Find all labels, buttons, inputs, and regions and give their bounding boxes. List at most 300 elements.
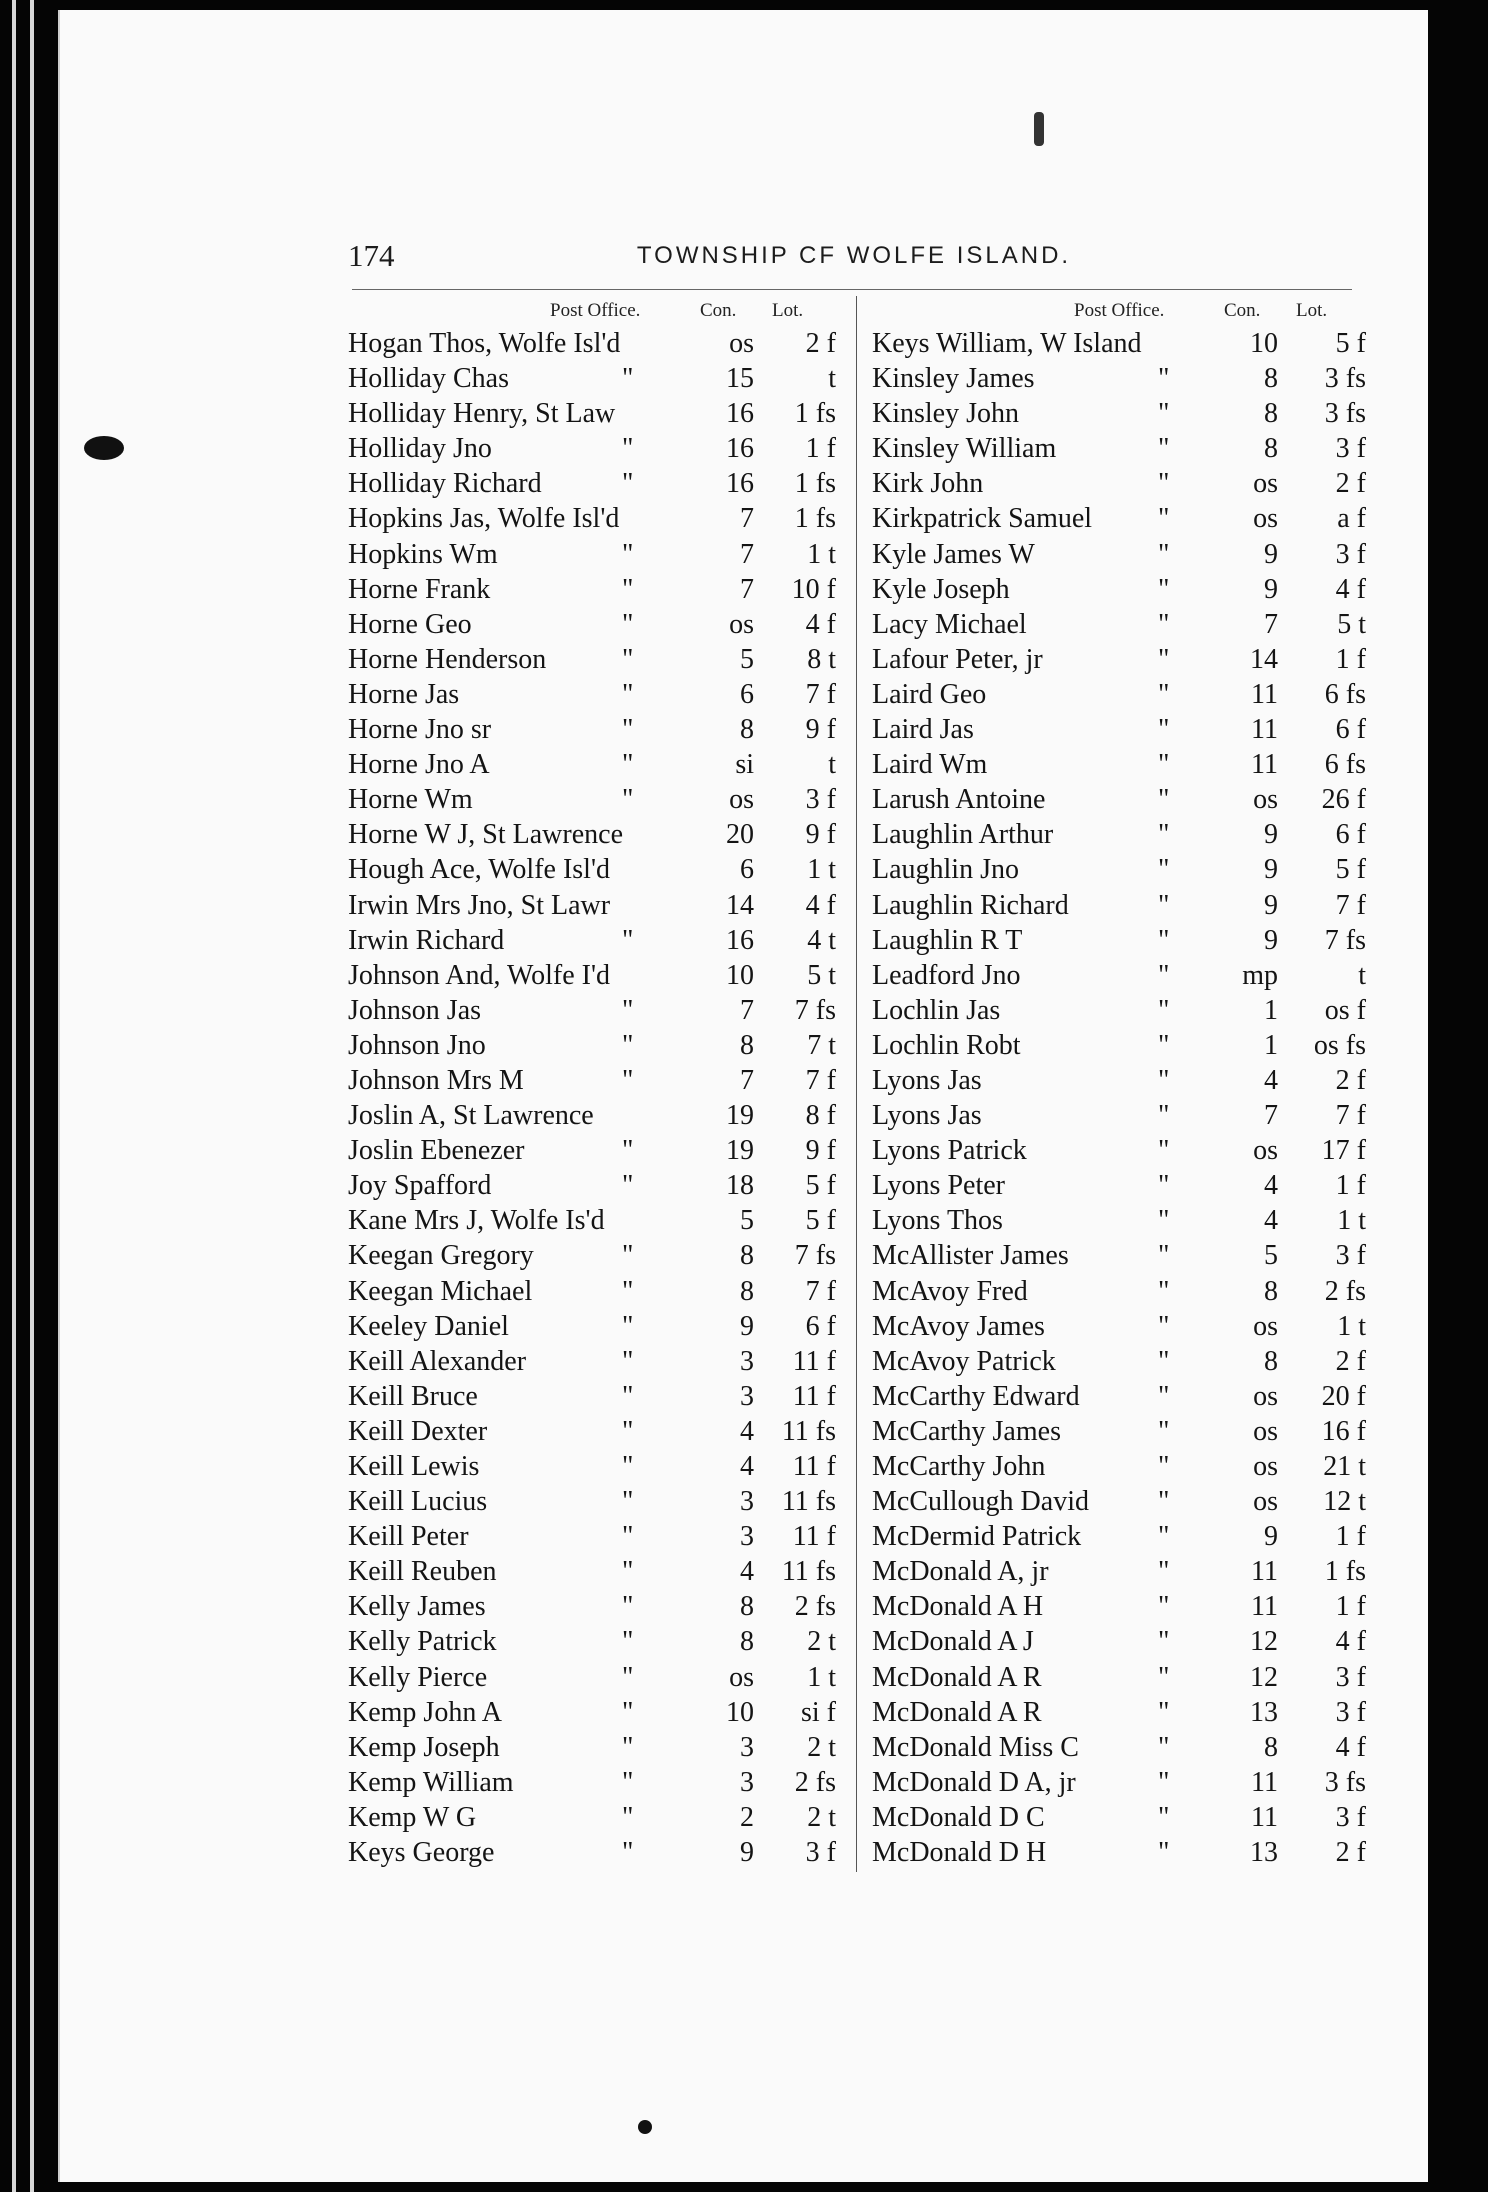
lot: 1 t [1337,1205,1366,1237]
concession: 15 [726,363,754,395]
post-office: " [1158,573,1170,605]
entry-row [348,782,848,817]
concession: 9 [740,1310,754,1342]
post-office: " [622,749,634,781]
entry-name: Horne W J, St Lawrence [348,819,623,851]
entry-row [872,1695,1372,1730]
entry-row [872,1379,1372,1414]
entry-row [348,1800,848,1835]
concession: 8 [740,1591,754,1623]
entry-name: Keill Lewis [348,1451,480,1482]
concession: os [729,784,754,816]
entry-row [872,958,1372,993]
concession: 18 [726,1170,754,1202]
entry-name: McDonald D C [872,1801,1045,1833]
concession: 3 [740,1380,754,1412]
concession: 4 [1264,1170,1278,1202]
lot: 3 fs [1324,1766,1366,1798]
column-header [872,298,1372,326]
lot: 8 f [805,1100,836,1132]
concession: 8 [740,1029,754,1061]
entry-name: Keill Dexter [348,1415,488,1447]
lot: 2 f [805,328,836,359]
concession: 8 [1264,363,1278,395]
entry-name: Kemp John A [348,1696,502,1728]
post-office: " [622,1766,634,1798]
entry-row [872,607,1372,642]
concession: 7 [740,573,754,605]
post-office: " [622,1310,634,1342]
entry-name: Laird Wm [872,749,988,781]
entry-name: Kirkpatrick Samuel [872,503,1093,535]
post-office: " [1158,1135,1170,1167]
entry-name: Larush Antoine [872,784,1046,816]
entry-row [348,1835,848,1870]
entry-row [872,1449,1372,1484]
concession: 12 [1250,1661,1278,1693]
entry-row [872,1028,1372,1063]
lot: si f [801,1696,836,1728]
entry-name: Hopkins Wm [348,538,498,570]
entry-row [348,923,848,958]
entry-name: McCarthy James [872,1415,1061,1447]
lot: 17 f [1321,1135,1366,1167]
lot: 1 fs [794,503,836,535]
entry-name: Keill Bruce [348,1380,478,1412]
lot: 20 f [1321,1380,1366,1412]
concession: 11 [1251,1556,1278,1588]
entry-row [872,1800,1372,1835]
concession: mp [1242,959,1278,991]
post-office: " [1158,1766,1170,1798]
entry-row [872,1274,1372,1309]
post-office: " [1158,643,1170,675]
concession: 16 [726,433,754,465]
lot: 3 fs [1324,363,1366,395]
entry-name: Hough Ace, Wolfe Isl'd [348,854,611,886]
lot: 7 f [805,1064,836,1096]
concession: 16 [726,398,754,430]
entry-row [348,396,848,431]
lot: 3 f [1335,1801,1366,1833]
entry-name: McCarthy John [872,1451,1046,1482]
concession: 3 [740,1521,754,1553]
lot: os f [1324,994,1366,1026]
entry-row [872,712,1372,747]
lot: 9 f [805,819,836,851]
entry-row [348,1624,848,1659]
entry-name: Horne Jas [348,678,460,710]
lot: 5 f [1335,328,1366,359]
lot: 1 fs [794,468,836,500]
entry-name: Keys William, W Island [872,328,1142,359]
entry-row [348,1484,848,1519]
ink-speck [638,2120,652,2134]
entry-name: Lyons Jas [872,1064,982,1096]
lot: 1 f [1335,1521,1366,1553]
lot: 2 fs [794,1591,836,1623]
lot: a f [1337,503,1366,535]
post-office: " [1158,749,1170,781]
lot: 11 f [792,1451,836,1482]
post-office: " [1158,924,1170,956]
entry-name: McDonald D A, jr [872,1766,1076,1798]
post-office: " [1158,1275,1170,1307]
ink-blot [84,436,124,460]
column-divider [856,296,857,1872]
post-office: " [1158,1380,1170,1412]
lot: 5 t [807,959,836,991]
lot: 11 fs [781,1556,836,1588]
concession: 11 [1251,1766,1278,1798]
lot: 7 fs [794,994,836,1026]
concession: os [1253,468,1278,500]
lot-header: Lot. [772,300,804,321]
entry-name: Joy Spafford [348,1170,492,1202]
concession: 8 [740,1240,754,1272]
entry-name: McCarthy Edward [872,1380,1080,1412]
entry-name: Kinsley James [872,363,1035,395]
concession: os [729,328,754,359]
post-office: " [1158,1064,1170,1096]
post-office: " [622,924,634,956]
lot: os fs [1313,1029,1366,1061]
entry-row [872,1835,1372,1870]
lot: 10 f [791,573,836,605]
concession: 5 [1264,1240,1278,1272]
entry-name: Keill Alexander [348,1345,527,1377]
lot: 7 t [807,1029,836,1061]
lot: 3 fs [1324,398,1366,430]
concession: 4 [1264,1064,1278,1096]
post-office: " [622,1275,634,1307]
entry-name: Keeley Daniel [348,1310,509,1342]
post-office: " [1158,1556,1170,1588]
entry-row [872,1098,1372,1133]
entry-row [872,923,1372,958]
column-header [348,298,848,326]
concession: 3 [740,1731,754,1763]
lot: 4 t [807,924,836,956]
lot: 3 f [1335,538,1366,570]
entry-name: Laughlin Arthur [872,819,1054,851]
post-office: " [1158,433,1170,465]
entry-name: Johnson And, Wolfe I'd [348,959,611,991]
lot: 1 f [1335,1591,1366,1623]
concession: 19 [726,1100,754,1132]
entry-name: McDermid Patrick [872,1521,1082,1553]
entry-name: Kirk John [872,468,984,500]
lot: 6 fs [1324,678,1366,710]
concession: 14 [726,889,754,921]
post-office: " [1158,1240,1170,1272]
post-office: " [1158,1170,1170,1202]
entry-row [348,1133,848,1168]
entry-row [348,1203,848,1238]
entry-name: McDonald A R [872,1661,1042,1693]
entry-row [348,537,848,572]
concession: 11 [1251,678,1278,710]
entry-row [872,1554,1372,1589]
lot: 3 f [1335,433,1366,465]
post-office: " [622,1731,634,1763]
entry-name: Kelly Pierce [348,1661,488,1693]
post-office: " [622,1591,634,1623]
concession: 9 [1264,889,1278,921]
concession: 10 [726,1696,754,1728]
post-office: " [1158,784,1170,816]
lot: 2 t [807,1731,836,1763]
lot: 7 f [805,1275,836,1307]
entry-row [348,1730,848,1765]
entry-name: Lyons Thos [872,1205,1003,1237]
entry-name: McAvoy Fred [872,1275,1028,1307]
entry-row [872,642,1372,677]
lot: 16 f [1321,1415,1366,1447]
post-office: " [1158,538,1170,570]
lot: 2 f [1335,1064,1366,1096]
lot: 2 t [807,1626,836,1658]
concession: 19 [726,1135,754,1167]
entry-name: Johnson Mrs M [348,1064,524,1096]
entry-name: Joslin Ebenezer [348,1135,525,1167]
page-title: TOWNSHIP CF WOLFE ISLAND. [636,242,1072,269]
entry-row [348,1274,848,1309]
concession: 8 [1264,433,1278,465]
entry-row [348,361,848,396]
post-office: " [622,1451,634,1482]
con-header: Con. [700,300,737,321]
lot: 12 t [1323,1486,1366,1518]
post-office: " [1158,1696,1170,1728]
entry-name: Lyons Peter [872,1170,1005,1202]
entry-name: Keill Peter [348,1521,469,1553]
entry-row [872,852,1372,887]
entry-row [872,1414,1372,1449]
entry-name: Holliday Chas [348,363,509,395]
concession: 10 [1250,328,1278,359]
concession: 8 [1264,1731,1278,1763]
lot: 5 f [1335,854,1366,886]
entry-row [348,1238,848,1273]
lot: 2 f [1335,1345,1366,1377]
entry-name: Irwin Richard [348,924,505,956]
entry-name: Lafour Peter, jr [872,643,1043,675]
lot-header: Lot. [1296,300,1328,321]
concession: 16 [726,924,754,956]
concession: 8 [740,714,754,746]
entry-name: Keegan Michael [348,1275,533,1307]
film-edge [12,0,16,2192]
lot: 7 fs [1324,924,1366,956]
post-office: " [1158,363,1170,395]
post-office: " [622,608,634,640]
entry-row [872,1624,1372,1659]
concession: 4 [740,1415,754,1447]
post-office: " [1158,503,1170,535]
post-office: " [622,784,634,816]
post-office: " [622,1170,634,1202]
entry-row [872,888,1372,923]
post-office: " [622,1486,634,1518]
entry-name: Horne Jno sr [348,714,492,746]
post-office: " [1158,1100,1170,1132]
post-office: " [1158,1801,1170,1833]
entry-row [348,993,848,1028]
lot: 3 f [1335,1696,1366,1728]
post-office: " [1158,1310,1170,1342]
entry-name: Holliday Richard [348,468,542,500]
lot: 4 f [1335,1626,1366,1658]
entry-row [348,501,848,536]
entry-name: McAvoy James [872,1310,1045,1342]
lot: 26 f [1321,784,1366,816]
entry-row [872,1063,1372,1098]
concession: os [729,1661,754,1693]
entry-row [348,607,848,642]
concession: 4 [740,1556,754,1588]
post-office: " [1158,1661,1170,1693]
post-office: " [622,363,634,395]
concession: 6 [740,678,754,710]
concession: 11 [1251,714,1278,746]
entry-row [348,712,848,747]
post-office: " [1158,1451,1170,1482]
concession: os [1253,1135,1278,1167]
concession: os [1253,1310,1278,1342]
entry-name: Laughlin Jno [872,854,1019,886]
entry-name: Leadford Jno [872,959,1021,991]
post-office: " [622,1626,634,1658]
entry-name: Kyle James W [872,538,1035,570]
concession: 20 [726,819,754,851]
concession: 11 [1251,749,1278,781]
concession: 14 [1250,643,1278,675]
post-office: " [622,1064,634,1096]
entry-row [348,958,848,993]
concession: 3 [740,1345,754,1377]
entry-row [872,747,1372,782]
post-office: " [622,1556,634,1588]
lot: 1 fs [1324,1556,1366,1588]
entry-name: McDonald Miss C [872,1731,1079,1763]
post-office: " [622,1837,634,1869]
entry-name: McDonald A R [872,1696,1042,1728]
entry-name: McCullough David [872,1486,1089,1518]
entry-name: Johnson Jas [348,994,482,1026]
lot: 1 t [807,538,836,570]
entry-name: Horne Frank [348,573,491,605]
entry-name: McDonald A J [872,1626,1034,1658]
post-office: " [622,1345,634,1377]
concession: 7 [1264,608,1278,640]
lot: 7 f [1335,889,1366,921]
entry-row [872,466,1372,501]
lot: 7 f [805,678,836,710]
post-office: " [1158,1205,1170,1237]
entry-row [348,1519,848,1554]
entry-name: Horne Wm [348,784,473,816]
concession: 11 [1251,1801,1278,1833]
entry-row [872,993,1372,1028]
concession: 8 [1264,1275,1278,1307]
concession: 8 [1264,1345,1278,1377]
entry-name: Keegan Gregory [348,1240,534,1272]
entry-row [348,1449,848,1484]
entry-row [348,466,848,501]
entry-row [348,572,848,607]
page-number: 174 [348,238,395,273]
concession: 4 [1264,1205,1278,1237]
concession: 16 [726,468,754,500]
lot: 21 t [1323,1451,1366,1482]
concession: 7 [740,994,754,1026]
lot: 1 f [1335,643,1366,675]
post-office: " [1158,1626,1170,1658]
entry-row [872,1589,1372,1624]
concession: 2 [740,1801,754,1833]
entry-row [872,1765,1372,1800]
post-office-header: Post Office. [1074,300,1165,321]
left-column [348,298,848,1870]
entry-name: McDonald D H [872,1837,1047,1869]
entry-row [872,782,1372,817]
entry-row [872,361,1372,396]
entry-name: Johnson Jno [348,1029,486,1061]
concession: 7 [1264,1100,1278,1132]
lot: 3 f [1335,1240,1366,1272]
lot: 11 f [792,1345,836,1377]
entry-name: Lyons Patrick [872,1135,1027,1167]
post-office: " [622,573,634,605]
lot: 4 f [805,889,836,921]
post-office: " [1158,468,1170,500]
entry-name: Keill Reuben [348,1556,497,1588]
lot: 11 f [792,1521,836,1553]
entry-name: Kemp Joseph [348,1731,500,1763]
post-office: " [622,1415,634,1447]
post-office: " [1158,1486,1170,1518]
entry-row [872,1730,1372,1765]
concession: 9 [1264,573,1278,605]
entry-row [872,1168,1372,1203]
concession: 12 [1250,1626,1278,1658]
lot: 4 f [1335,1731,1366,1763]
entry-row [872,1519,1372,1554]
entry-row [348,1028,848,1063]
entry-row [872,431,1372,466]
lot: 7 f [1335,1100,1366,1132]
entry-name: Kelly James [348,1591,486,1623]
concession: os [1253,784,1278,816]
post-office: " [1158,1415,1170,1447]
concession: 9 [1264,538,1278,570]
entry-row [348,1589,848,1624]
post-office: " [1158,714,1170,746]
lot: 1 fs [794,398,836,430]
concession: 8 [740,1626,754,1658]
lot: 6 fs [1324,749,1366,781]
lot: 4 f [1335,573,1366,605]
entry-name: Kane Mrs J, Wolfe Is'd [348,1205,605,1237]
entry-name: Horne Henderson [348,643,547,675]
entry-name: McAllister James [872,1240,1069,1272]
lot: 6 f [1335,819,1366,851]
entry-name: Keill Lucius [348,1486,488,1518]
concession: os [1253,1486,1278,1518]
post-office: " [1158,819,1170,851]
post-office: " [1158,608,1170,640]
